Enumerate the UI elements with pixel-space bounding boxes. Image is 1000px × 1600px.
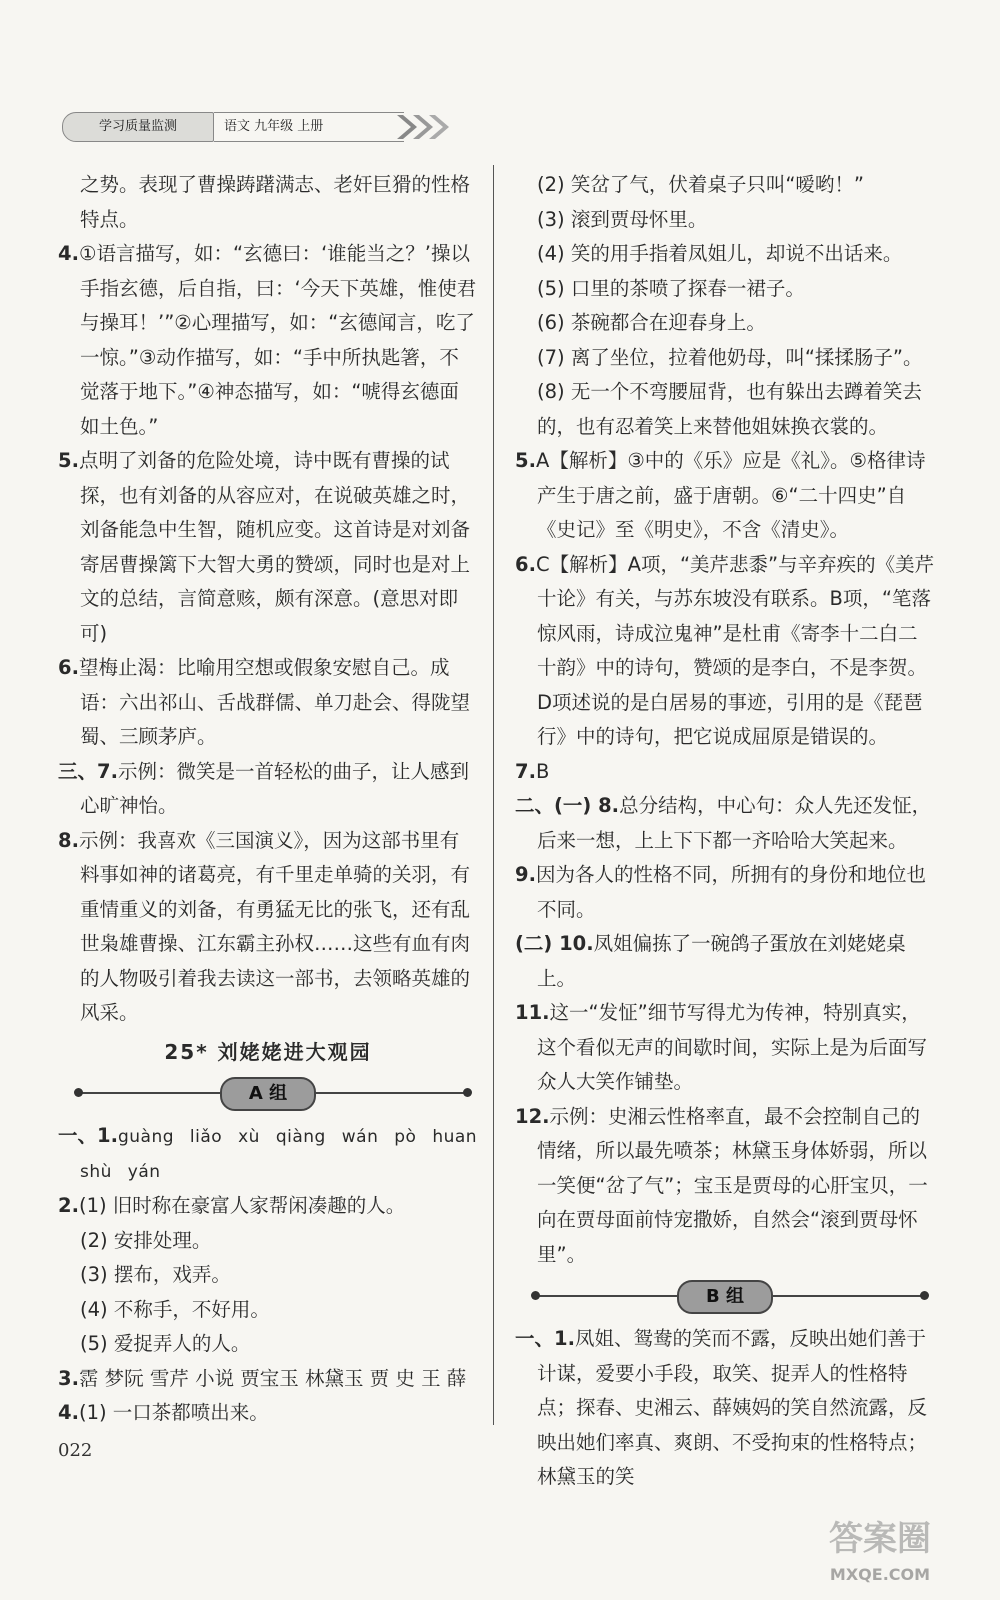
answer-a4-item: (3) 滚到贾母怀里。: [537, 207, 708, 231]
right-column: [515, 168, 935, 1495]
answer-r7: 7.B: [515, 759, 550, 783]
watermark-text: 答案圈: [829, 1519, 931, 1559]
answer-a1: 一、1.guàng liǎo xù qiàng wán pò huan: [58, 1124, 478, 1147]
group-a-bar: [58, 1073, 478, 1113]
answer-4: 4.①语言描写，如：“玄德曰：‘谁能当之？’操以手指玄德，后自指，曰：‘今天下英雄，惟使君与操耳！’”②心理描写，如：“玄德闻言，吃了一惊。”③动作描写，如：“手中所执匙箸，不觉落于地下。”④神态描写，如：“唬得玄德面如土色。”: [58, 242, 477, 438]
answer-a2-item: (5) 爱捉弄人的人。: [80, 1332, 251, 1355]
answer-8: 8.示例：我喜欢《三国演义》，因为这部书里有料事如神的诸葛亮，有千里走单骑的关羽，有重情重义的刘备，有勇猛无比的张飞，还有乱世枭雄曹操、江东霸主孙权……这些有血有肉的人物吸引着我去读这一部书，去领略英雄的风采。: [58, 828, 471, 1024]
series-tag: 学习质量监测: [62, 112, 214, 142]
watermark-url: MXQE.COM: [829, 1565, 931, 1584]
answer-a2-item: (3) 摆布，戏弄。: [80, 1263, 231, 1286]
answer-a1-cont: shù yán: [80, 1161, 161, 1182]
page-header: [62, 112, 422, 142]
answer-a4-item: (2) 笑岔了气，伏着桌子只叫“嗳哟！”: [537, 173, 865, 196]
answer-a4-item: (6) 茶碗都合在迎春身上。: [537, 311, 766, 334]
text-line: 之势。表现了曹操踌躇满志、老奸巨猾的性格特点。: [80, 173, 471, 231]
answer-5: 5.点明了刘备的危险处境，诗中既有曹操的试探，也有刘备的从容应对，在说破英雄之时，刘备能急中生智，随机应变。这首诗是对刘备寄居曹操篱下大智大勇的赞颂，同时也是对上文的总结，言简意赅，颇有深意。(意思对即可): [58, 449, 471, 645]
answer-a2-item: (4) 不称手，不好用。: [80, 1297, 270, 1321]
page-number: 022: [58, 1440, 93, 1461]
answer-r9: 9.因为各人的性格不同，所拥有的身份和地位也不同。: [515, 863, 926, 921]
answer-a3: 3.霑 梦阮 雪芹 小说 贾宝玉 林黛玉 贾 史 王 薛: [58, 1366, 467, 1390]
answer-7: 三、7.示例：微笑是一首轻松的曲子，让人感到心旷神怡。: [58, 759, 469, 817]
answer-r10: (二) 10.凤姐偏拣了一碗鸽子蛋放在刘姥姥桌上。: [515, 932, 906, 990]
answer-a4-item: (8) 无一个不弯腰屈背，也有躲出去蹲着笑去的，也有忍着笑上来替他姐妹换衣裳的。: [537, 380, 922, 438]
left-column: [58, 168, 478, 1431]
answer-a4-item: (5) 口里的茶喷了探春一裙子。: [537, 276, 805, 300]
answer-r12: 12.示例：史湘云性格率直，最不会控制自己的情绪，所以最先喷茶；林黛玉身体娇弱，所以一笑便“岔了气”；宝玉是贾母的心肝宝贝，一向在贾母面前恃宠撒娇，自然会“滚到贾母怀里”。: [515, 1104, 928, 1266]
answer-a4: 4.(1) 一口茶都喷出来。: [58, 1401, 269, 1424]
answer-a2-item: (2) 安排处理。: [80, 1228, 212, 1252]
column-divider: [493, 165, 494, 1425]
answer-6: 6.望梅止渴：比喻用空想或假象安慰自己。成语：六出祁山、舌战群儒、单刀赴会、得陇望蜀、三顾茅庐。: [58, 656, 471, 748]
answer-a4-item: (7) 离了坐位，拉着他奶母，叫“揉揉肠子”。: [537, 345, 923, 369]
answer-a4-item: (4) 笑的用手指着凤姐儿，却说不出话来。: [537, 242, 903, 265]
answer-r5: 5.A【解析】③中的《乐》应是《礼》。⑤格律诗产生于唐之前，盛于唐朝。⑥“二十四史”自《史记》至《明史》，不含《清史》。: [515, 449, 926, 541]
watermark-logo: [780, 1510, 980, 1590]
arrows-icon: [397, 113, 457, 141]
lesson-title: 25* 刘姥姥进大观园: [164, 1039, 372, 1064]
answer-r8: 二、(一) 8.总分结构，中心句：众人先还发怔，后来一想，上上下下都一齐哈哈大笑起来。: [515, 794, 932, 852]
subject-label: 语文 九年级 上册: [214, 112, 404, 142]
answer-a2: 2.(1) 旧时称在豪富人家帮闲凑趣的人。: [58, 1194, 406, 1217]
answer-b1: 一、1.凤姐、鸳鸯的笑而不露，反映出她们善于计谋，爱要小手段，取笑、捉弄人的性格特点；探春、史湘云、薛姨妈的笑自然流露，反映出她们率真、爽朗、不受拘束的性格特点；林黛玉的笑: [515, 1327, 928, 1488]
answer-r11: 11.这一“发怔”细节写得尤为传神，特别真实，这个看似无声的间歇时间，实际上是为后面写众人大笑作铺垫。: [515, 1001, 928, 1093]
group-b-label: B 组: [677, 1280, 773, 1314]
group-b-bar: [515, 1276, 935, 1316]
group-a-label: A 组: [220, 1077, 316, 1111]
answer-r6: 6.C【解析】A项，“美芹悲黍”与辛弃疾的《美芹十论》有关，与苏东坡没有联系。B项，“笔落惊风雨，诗成泣鬼神”是杜甫《寄李十二白二十韵》中的诗句，赞颂的是李白，不是李贺。D项述说的是白居易的事迹，引用的是《琵琶行》中的诗句，把它说成屈原是错误的。: [515, 552, 935, 748]
